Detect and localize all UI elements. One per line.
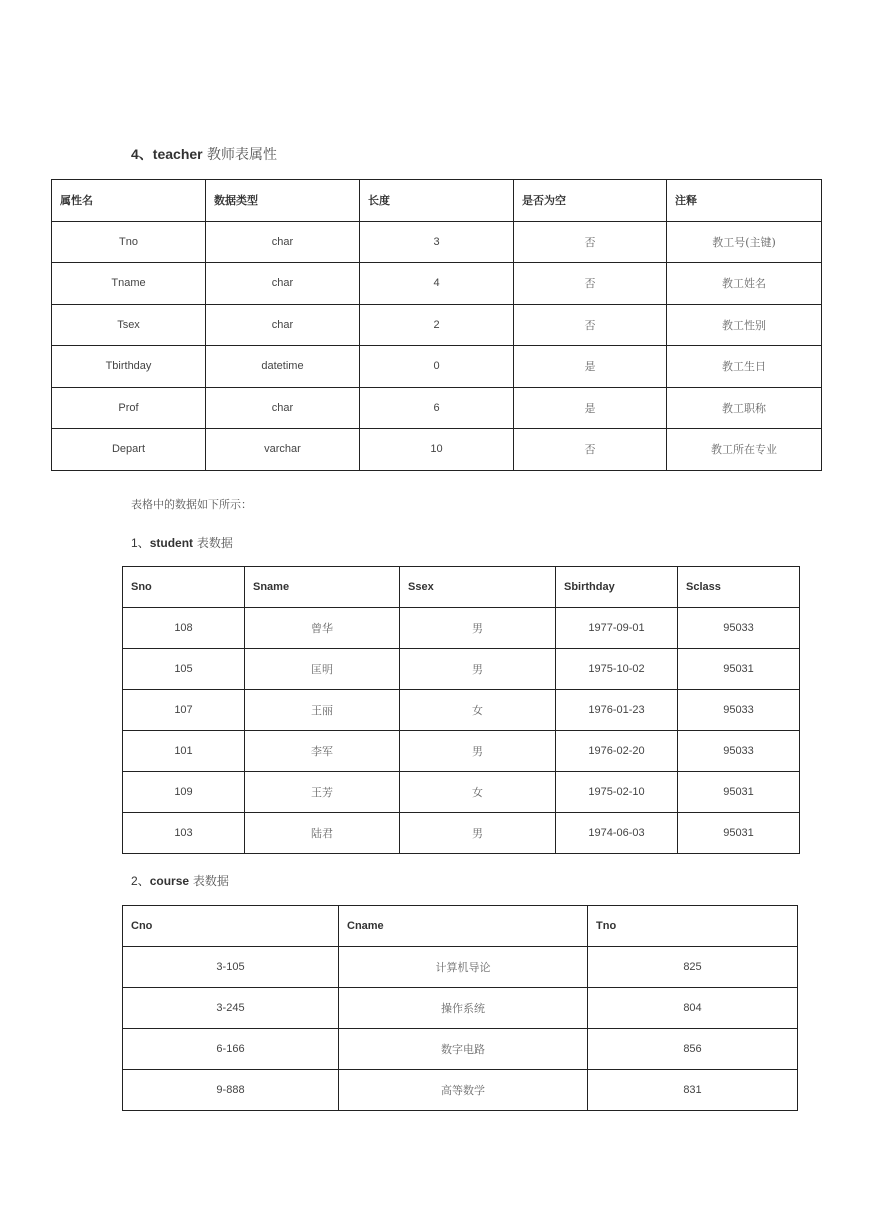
table-row [123,731,800,772]
table-row [52,387,822,429]
table-cell: char [206,387,360,429]
table-cell: 高等数学 [339,1070,588,1111]
table-header-row [123,567,800,608]
table-cell: 李军 [245,731,400,772]
column-header: 属性名 [52,180,206,222]
table-cell: 男 [400,649,556,690]
table-cell: 1974-06-03 [556,813,678,854]
table-cell: 女 [400,772,556,813]
table-row [123,988,798,1029]
teacher-heading-suffix: 教师表属性 [202,147,278,163]
table-cell: 王丽 [245,690,400,731]
table-cell: 95031 [678,649,800,690]
table-cell: 王芳 [245,772,400,813]
table-row [52,346,822,388]
column-header: 注释 [667,180,822,222]
table-cell: Prof [52,387,206,429]
table-cell: 是 [514,346,667,388]
column-header: Cno [123,906,339,947]
student-data-table [122,566,800,854]
table-cell: 1975-02-10 [556,772,678,813]
course-data-table [122,905,798,1111]
table-cell: 825 [588,947,798,988]
column-header: Tno [588,906,798,947]
column-header: Sclass [678,567,800,608]
table-cell: 男 [400,813,556,854]
table-cell: 3 [360,221,514,263]
table-cell: 831 [588,1070,798,1111]
student-heading-number: 1、 [131,536,150,550]
table-cell: 教工所在专业 [667,429,822,471]
table-cell: 95031 [678,772,800,813]
table-cell: 103 [123,813,245,854]
table-cell: Tno [52,221,206,263]
column-header: Ssex [400,567,556,608]
table-cell: datetime [206,346,360,388]
table-cell: 1976-01-23 [556,690,678,731]
table-cell: 教工号(主键) [667,221,822,263]
teacher-section-heading [131,144,277,164]
table-cell: 否 [514,429,667,471]
table-row [123,813,800,854]
table-cell: 计算机导论 [339,947,588,988]
course-section-heading [131,872,229,889]
column-header: 是否为空 [514,180,667,222]
table-row [52,429,822,471]
table-cell: 2 [360,304,514,346]
table-cell: 3-245 [123,988,339,1029]
column-header: 长度 [360,180,514,222]
table-cell: 95031 [678,813,800,854]
table-cell: 0 [360,346,514,388]
table-cell: 否 [514,221,667,263]
table-cell: 105 [123,649,245,690]
table-cell: Tname [52,263,206,305]
intro-text: 表格中的数据如下所示： [131,498,252,511]
table-cell: 男 [400,731,556,772]
table-cell: 108 [123,608,245,649]
table-cell: 1976-02-20 [556,731,678,772]
table-cell: 女 [400,690,556,731]
table-cell: 6-166 [123,1029,339,1070]
table-cell: 10 [360,429,514,471]
table-cell: 4 [360,263,514,305]
table-cell: 95033 [678,731,800,772]
table-cell: 6 [360,387,514,429]
table-cell: 1975-10-02 [556,649,678,690]
table-row [123,947,798,988]
table-header-row [123,906,798,947]
table-cell: 操作系统 [339,988,588,1029]
course-heading-name: course [149,874,190,888]
table-cell: 陆君 [245,813,400,854]
table-row [52,263,822,305]
table-cell: 是 [514,387,667,429]
teacher-heading-number: 4、 [131,146,153,162]
table-cell: Depart [52,429,206,471]
table-cell: 95033 [678,608,800,649]
table-cell: Tbirthday [52,346,206,388]
table-cell: 1977-09-01 [556,608,678,649]
table-cell: varchar [206,429,360,471]
student-section-heading [131,534,233,551]
table-cell: 95033 [678,690,800,731]
table-cell: 教工姓名 [667,263,822,305]
column-header: 数据类型 [206,180,360,222]
table-row [123,690,800,731]
table-row [52,221,822,263]
table-cell: 107 [123,690,245,731]
table-row [123,608,800,649]
column-header: Sname [245,567,400,608]
teacher-heading-name: teacher [152,146,203,162]
table-row [52,304,822,346]
table-row [123,649,800,690]
table-row [123,1029,798,1070]
table-cell: 男 [400,608,556,649]
table-cell: 数字电路 [339,1029,588,1070]
teacher-attribute-table [51,179,822,471]
table-cell: 3-105 [123,947,339,988]
table-cell: 9-888 [123,1070,339,1111]
column-header: Sno [123,567,245,608]
course-heading-suffix: 表数据 [189,874,229,888]
table-cell: 教工性别 [667,304,822,346]
table-row [123,1070,798,1111]
table-cell: 教工职称 [667,387,822,429]
table-cell: 804 [588,988,798,1029]
table-cell: 匡明 [245,649,400,690]
column-header: Sbirthday [556,567,678,608]
table-cell: 否 [514,263,667,305]
table-cell: 教工生日 [667,346,822,388]
table-cell: 109 [123,772,245,813]
table-header-row [52,180,822,222]
student-heading-suffix: 表数据 [193,536,233,550]
table-row [123,772,800,813]
table-cell: Tsex [52,304,206,346]
table-cell: char [206,221,360,263]
table-cell: 曾华 [245,608,400,649]
table-cell: char [206,263,360,305]
course-heading-number: 2、 [131,874,150,888]
table-cell: 101 [123,731,245,772]
table-cell: 856 [588,1029,798,1070]
table-cell: char [206,304,360,346]
column-header: Cname [339,906,588,947]
student-heading-name: student [149,536,194,550]
table-cell: 否 [514,304,667,346]
